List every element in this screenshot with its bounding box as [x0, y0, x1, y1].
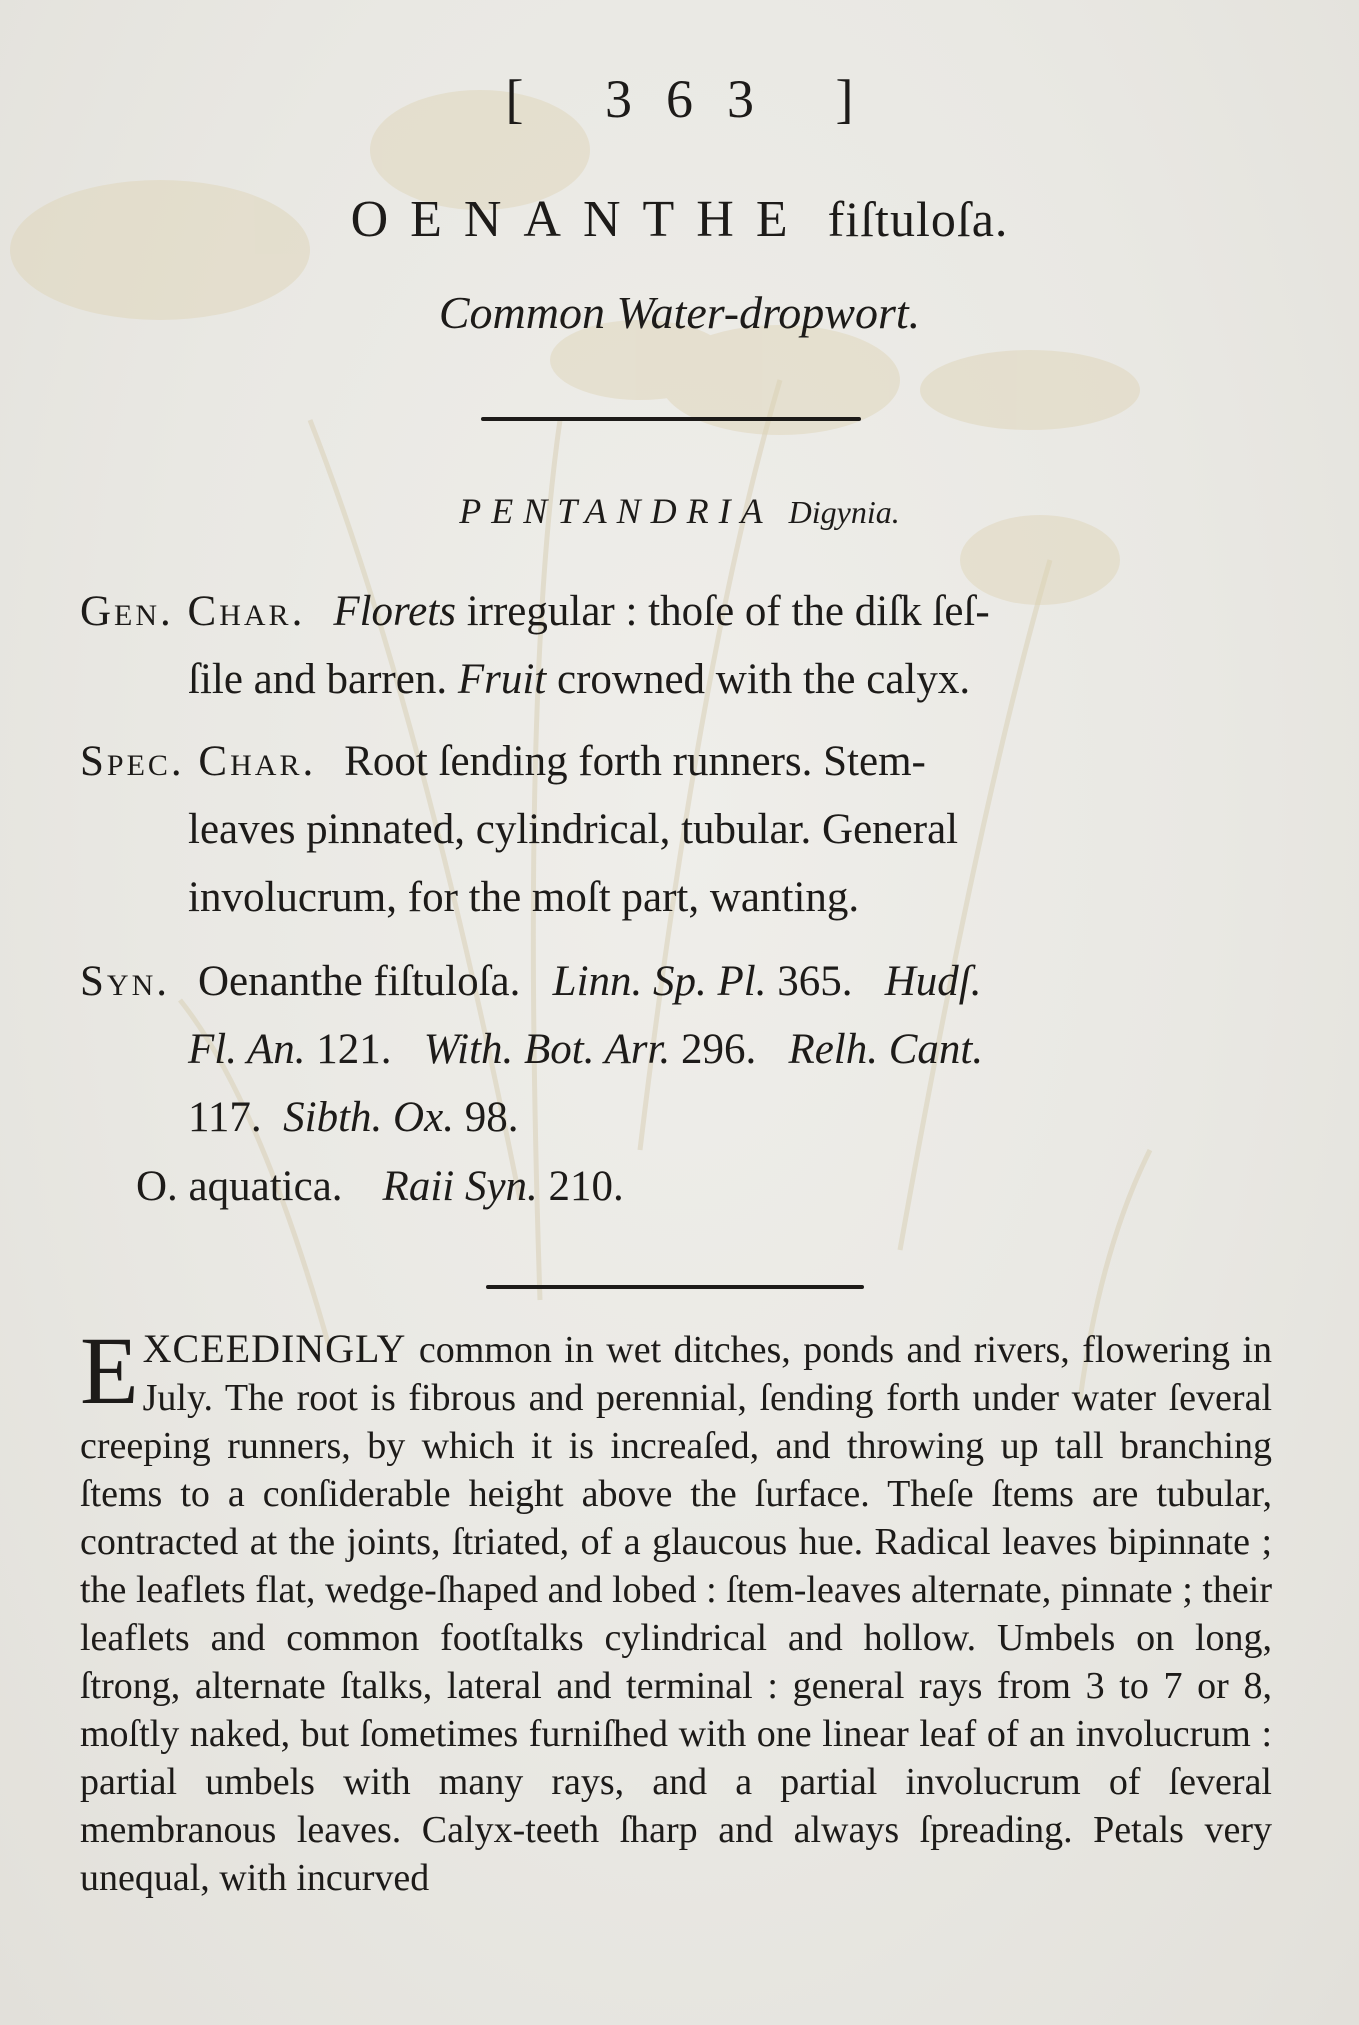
common-name: Common Water-dropwort.	[438, 287, 921, 338]
ref-sibthorp-num: 98.	[453, 1094, 519, 1141]
lead-word: XCEEDINGLY	[142, 1326, 407, 1371]
ref-withering: With. Bot. Arr.	[423, 1026, 671, 1073]
ref-hudson: Hudſ.	[884, 958, 982, 1005]
order-name: Digynia.	[788, 494, 900, 530]
synonyms	[80, 948, 1260, 1152]
ref-ray: Raii Syn.	[382, 1163, 538, 1210]
ref-hudson-work: Fl. An.	[188, 1026, 306, 1073]
specific-character	[80, 728, 1260, 932]
spec-char-line-2: leaves pinnated, cylindrical, tubular. General	[188, 806, 959, 853]
linnaean-classification	[0, 490, 1359, 532]
florets-term: Florets	[333, 588, 456, 635]
class-name: PENTANDRIA	[459, 491, 773, 531]
description-paragraph	[80, 1317, 1272, 1902]
generic-character	[80, 578, 1260, 714]
divider-rule-bottom	[486, 1285, 864, 1289]
gen-char-text-3: crowned with the calyx.	[546, 656, 971, 703]
ref-hudson-num: 121.	[305, 1026, 392, 1073]
ref-sibthorp: Sibth. Ox.	[283, 1094, 454, 1141]
spec-char-label: Spec. Char.	[80, 738, 317, 785]
ref-relhan-num: 117.	[188, 1094, 262, 1141]
ref-linnaeus: Linn. Sp. Pl.	[552, 958, 767, 1005]
ref-relhan: Relh. Cant.	[788, 1026, 984, 1073]
syn-label: Syn.	[80, 958, 170, 1005]
species-name: fiſtuloſa.	[827, 191, 1009, 247]
alternate-synonym	[136, 1162, 624, 1211]
divider-rule-top	[481, 417, 861, 421]
plant-title	[0, 190, 1359, 249]
alt-synonym-name: O. aquatica.	[136, 1163, 343, 1210]
gen-char-label: Gen. Char.	[80, 588, 306, 635]
gen-char-text-1: irregular : thoſe of the diſk ſeſ-	[455, 588, 990, 635]
genus-name: OENANTHE	[350, 191, 810, 248]
ref-withering-num: 296.	[670, 1026, 757, 1073]
syn-name: Oenanthe fiſtuloſa.	[198, 958, 521, 1005]
spec-char-line-3: involucrum, for the moſt part, wanting.	[188, 874, 860, 921]
ref-ray-num: 210.	[537, 1163, 624, 1210]
fruit-term: Fruit	[457, 656, 547, 703]
description-text: common in wet ditches, ponds and rivers, flowering in July. The root is fibrous and perennial, ſending forth under water ſeveral creeping runners, by which it is increaſed, and throwing up tall branching ſtems to a conſiderable height above the ſurface. Theſe ſtems are tubular, contracted at the joints, ſtriated, of a glaucous hue. Radical leaves bipinnate ; the leaflets flat, wedge-ſhaped and lobed : ſtem-leaves alternate, pinnate ; their leaflets and common footſtalks cylindrical and hollow. Umbels on long, ſtrong, alternate ſtalks, lateral and terminal : general rays from 3 to 7 or 8, moſtly naked, but ſometimes furniſhed with one linear leaf of an involucrum : partial umbels with many rays, and a partial involucrum of ſeveral membranous leaves. Calyx-teeth ſharp and always ſpreading. Petals very unequal, with incurved	[80, 1329, 1272, 1899]
page-number: [ 363 ]	[505, 69, 888, 129]
drop-cap: E	[80, 1317, 139, 1424]
ref-linnaeus-num: 365.	[766, 958, 853, 1005]
gen-char-text-2: ſile and barren.	[188, 656, 458, 703]
spec-char-line-1: Root ſending forth runners. Stem-	[344, 738, 926, 785]
